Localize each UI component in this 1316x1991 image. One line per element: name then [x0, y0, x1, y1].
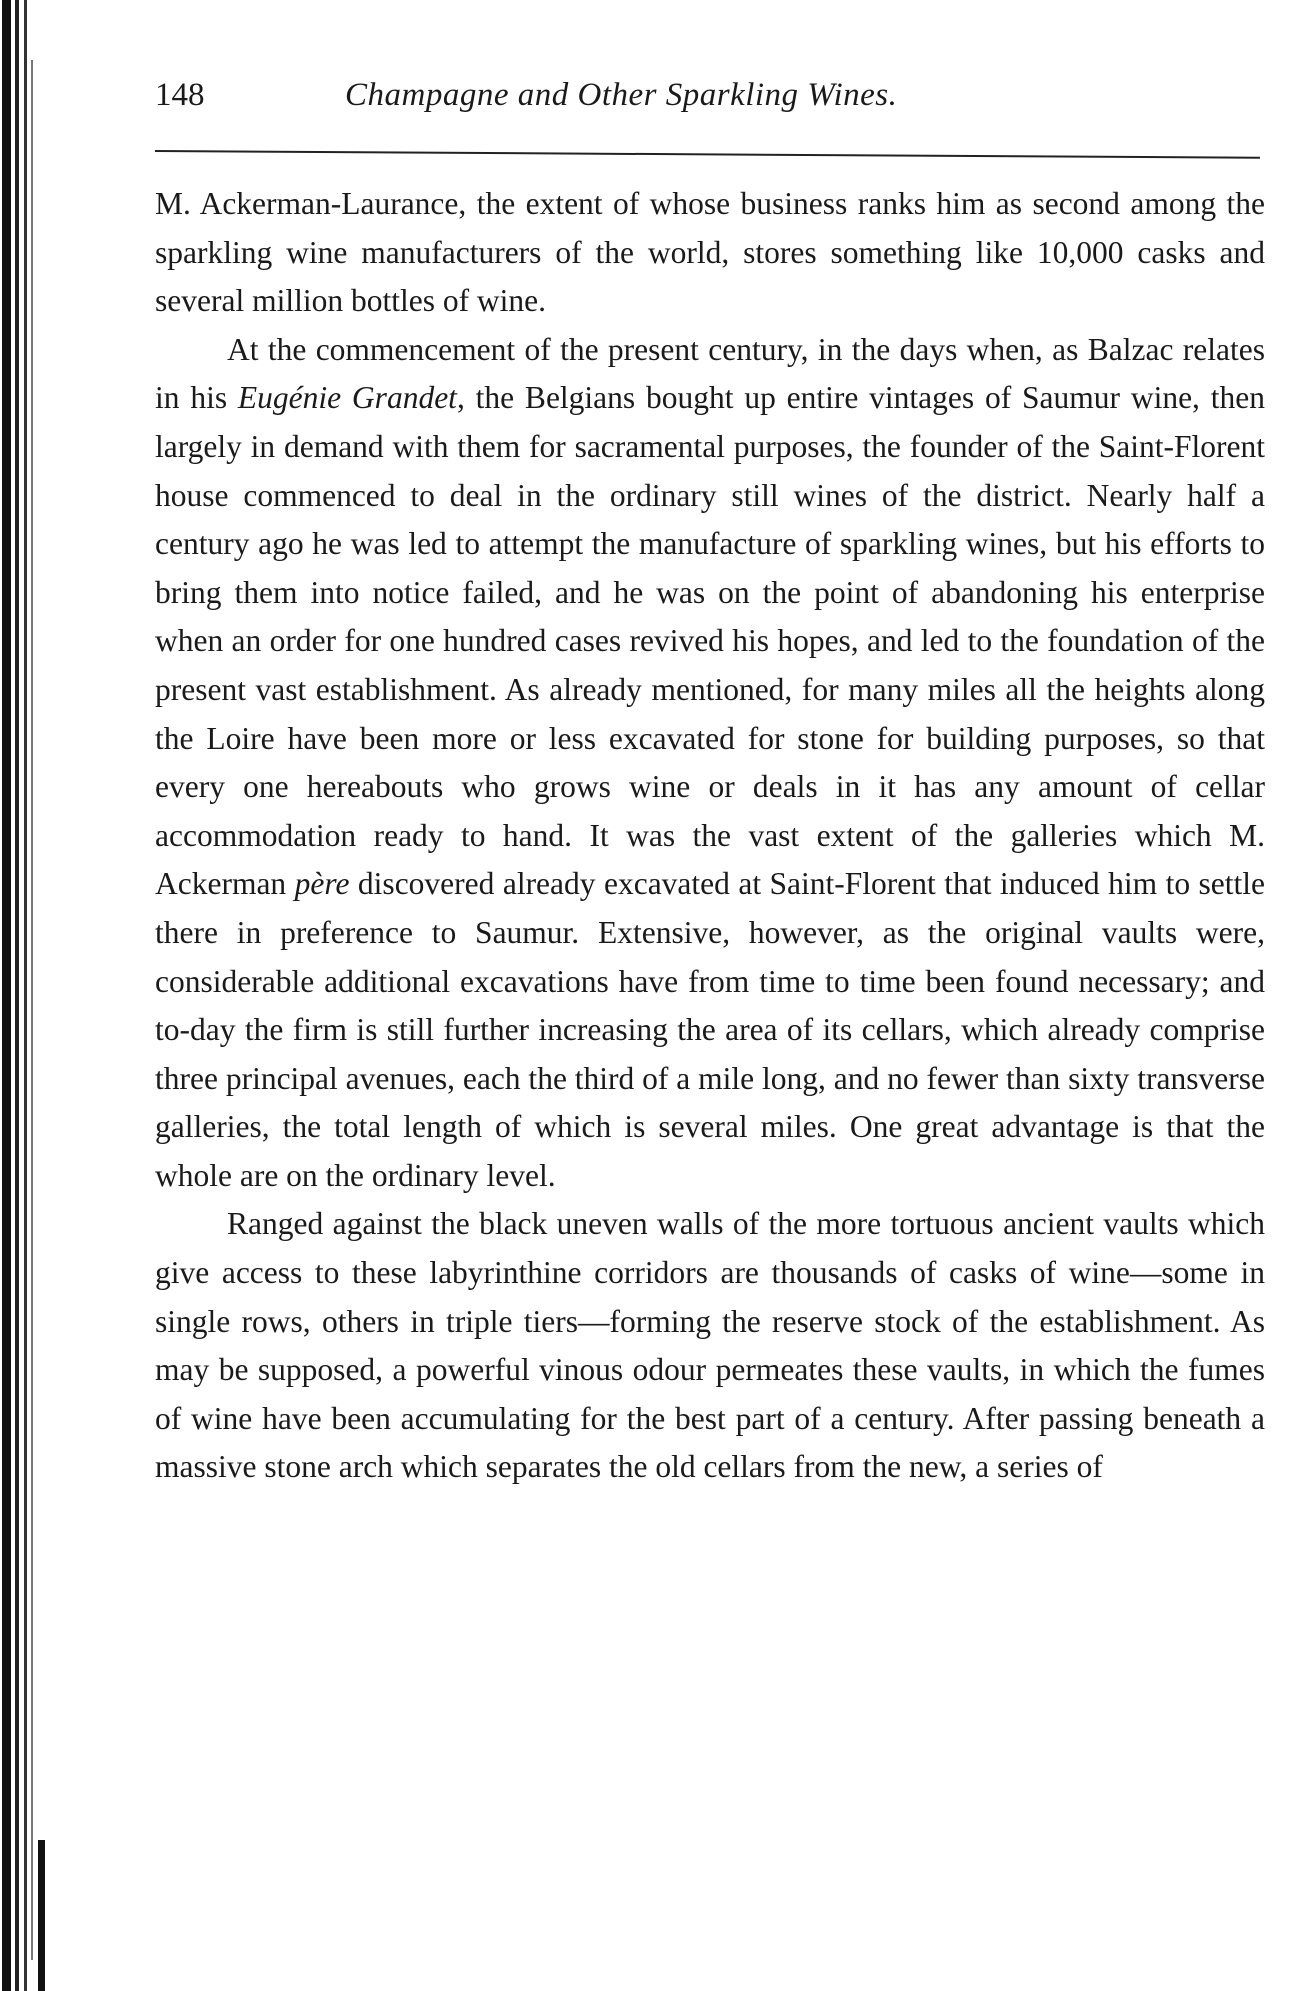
scan-binding-edge	[0, 0, 48, 1991]
running-title: Champagne and Other Sparkling Wines.	[345, 77, 898, 113]
book-title-italic: Eugénie Grandet	[237, 380, 457, 416]
book-page	[155, 60, 1266, 1485]
page-body	[155, 180, 1265, 1492]
paragraph-2	[155, 326, 1265, 1201]
paragraph-2-text-a: At the commencement of the present century, in the days when, as Balzac relates in his	[155, 331, 1265, 416]
paragraph-3-text: Ranged against the black uneven walls of the more tortuous ancient vaults which give access to these labyrinthine corridors are thousands of casks of wine—some in single rows, others in triple tiers—forming the reserve stock of the establishment. As may be supposed, a powerful vinous odour permeates these vaults, in which the fumes of wine have been accumulating for the best part of a century. After passing beneath a massive stone arch which separates the old cellars from the new, a series of	[155, 1206, 1265, 1485]
paragraph-3	[155, 1200, 1265, 1492]
header-rule	[155, 150, 1260, 159]
running-head	[155, 60, 1265, 130]
paragraph-1	[155, 180, 1265, 326]
paragraph-2-text-c: discovered already excavated at Saint-Florent that induced him to settle there in preference to Saumur. Extensive, however, as the original vaults were, considerable additional excavations have from time to time been found necessary; and to-day the firm is still further increasing the area of its cellars, which already comprise three principal avenues, each the third of a mile long, and no fewer than sixty transverse galleries, the total length of which is several miles. One great advantage is that the whole are on the ordinary level.	[155, 866, 1266, 1193]
pere-italic: père	[294, 866, 350, 902]
paragraph-1-text: M. Ackerman-Laurance, the extent of whose business ranks him as second among the sparkling wine manufacturers of the world, stores something like 10,000 casks and several million bottles of wine.	[155, 186, 1265, 319]
paragraph-2-text-b: , the Belgians bought up entire vintages of Saumur wine, then largely in demand with them for sacramental purposes, the founder of the Saint-Florent house commenced to deal in the ordinary still wines of the district. Nearly half a century ago he was led to attempt the manufacture of sparkling wines, but his efforts to bring them into notice failed, and he was on the point of abandoning his enterprise when an order for one hundred cases revived his hopes, and led to the foundation of the present vast establishment. As already mentioned, for many miles all the heights along the Loire have been more or less excavated for stone for building purposes, so that every one hereabouts who grows wine or deals in it has any amount of cellar accommodation ready to hand. It was the vast extent of the galleries which M. Ackerman	[155, 380, 1265, 902]
page-number: 148	[155, 77, 205, 113]
